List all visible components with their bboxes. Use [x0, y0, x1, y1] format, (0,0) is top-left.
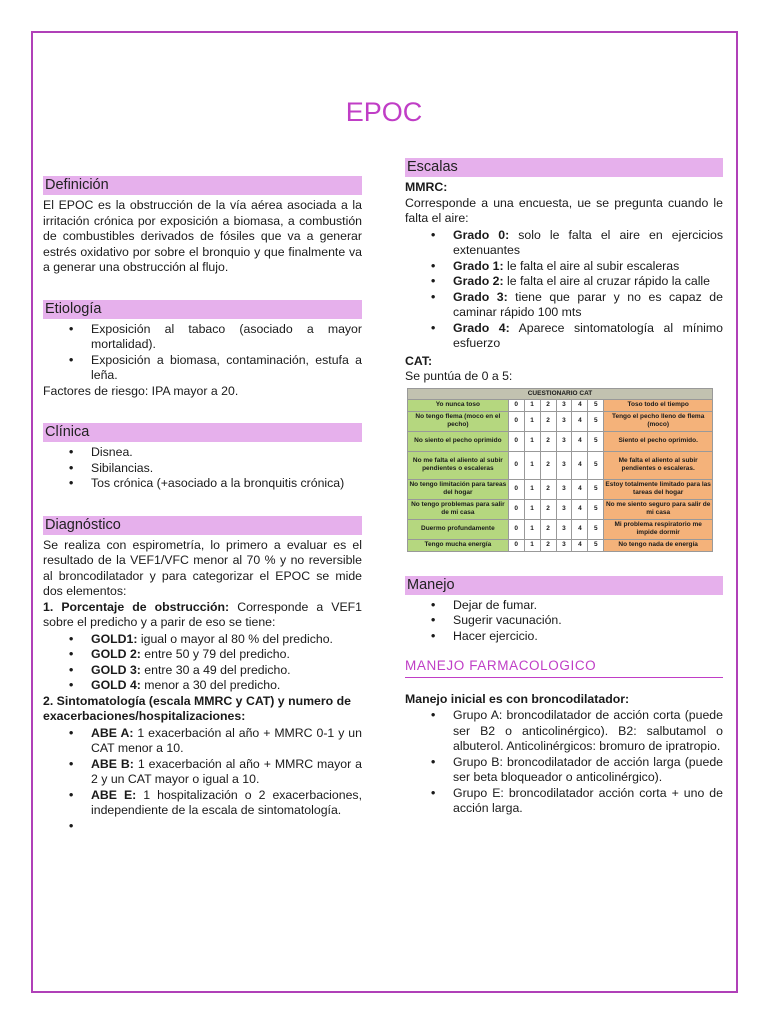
section-heading-etiologia: Etiología — [43, 300, 362, 319]
list-item — [91, 678, 362, 694]
gold-text: menor a 30 del predicho. — [140, 678, 281, 692]
cat-score: 2 — [540, 451, 556, 479]
cat-question-left: Tengo mucha energía — [408, 539, 509, 551]
cat-score: 2 — [540, 431, 556, 451]
list-item — [453, 228, 723, 259]
cat-score: 1 — [524, 539, 540, 551]
cat-score: 1 — [524, 479, 540, 499]
cat-score: 4 — [572, 519, 588, 539]
section-heading-escalas: Escalas — [405, 158, 723, 177]
table-row — [408, 479, 713, 499]
gold-list — [43, 632, 362, 694]
cat-question-right: Estoy totalmente limitado para las tareas del hogar — [604, 479, 713, 499]
farmaco-subtitle: Manejo inicial es con broncodilatador: — [405, 691, 630, 706]
cat-score: 3 — [556, 479, 572, 499]
list-item: • Dejar de fumar. — [453, 598, 723, 614]
list-item: • Sibilancias. — [91, 461, 362, 477]
clinica-list — [43, 445, 362, 492]
cat-question-left: Yo nunca toso — [408, 399, 509, 411]
list-item — [91, 757, 362, 788]
abe-text: 1 exacerbación al año + MMRC 0-1 y un CAT menor a 10. — [91, 725, 362, 755]
cat-score: 0 — [508, 499, 524, 519]
list-item: • Grupo B: broncodilatador de acción larga (puede ser beta bloqueador o anticolinérgico). — [453, 755, 723, 786]
cat-score: 0 — [508, 399, 524, 411]
abe-label: ABE E: — [91, 787, 137, 802]
cat-score: 5 — [588, 431, 604, 451]
cat-question-left: No siento el pecho oprimido — [408, 431, 509, 451]
cat-score: 5 — [588, 451, 604, 479]
cat-table-title: CUESTIONARIO CAT — [408, 388, 713, 399]
list-item: • Hacer ejercicio. — [453, 629, 723, 645]
diagnostico-point-1 — [43, 600, 362, 631]
section-heading-manejo: Manejo — [405, 576, 723, 595]
list-item — [453, 259, 723, 275]
section-heading-diagnostico: Diagnóstico — [43, 516, 362, 535]
mmrc-title: MMRC: — [405, 180, 448, 194]
gold-label: GOLD 3: — [91, 662, 141, 677]
abe-text: 1 exacerbación al año + MMRC mayor a 2 y un CAT mayor o igual a 10. — [91, 756, 362, 786]
grado-label: Grado 0: — [453, 227, 510, 242]
farmaco-list — [405, 708, 723, 817]
cat-score: 5 — [588, 411, 604, 431]
cat-question-right: Siento el pecho oprimido. — [604, 431, 713, 451]
cat-score: 2 — [540, 499, 556, 519]
grado-label: Grado 1: — [453, 258, 504, 273]
list-item: • Exposición a biomasa, contaminación, estufa a leña. — [91, 353, 362, 384]
cat-score: 3 — [556, 539, 572, 551]
cat-score: 1 — [524, 431, 540, 451]
list-item — [453, 290, 723, 321]
cat-score: 4 — [572, 499, 588, 519]
grado-label: Grado 2: — [453, 274, 504, 288]
grado-text: solo le falta el aire en ejercicios extenuantes — [453, 227, 723, 257]
cat-score: 4 — [572, 451, 588, 479]
cat-score: 5 — [588, 499, 604, 519]
cat-score: 0 — [508, 431, 524, 451]
cat-question-left: No tengo problemas para salir de mi casa — [408, 499, 509, 519]
table-row — [408, 519, 713, 539]
manejo-list — [405, 598, 723, 645]
grado-text: tiene que parar y no es capaz de caminar rápido 100 mts — [453, 289, 723, 319]
table-row — [408, 451, 713, 479]
diagnostico-point-2: 2. Sintomatología (escala MMRC y CAT) y numero de exacerbaciones/hospitalizaciones: — [43, 693, 351, 723]
grado-text: le falta el aire al subir escaleras — [503, 258, 680, 273]
list-item — [453, 321, 723, 352]
left-column — [43, 176, 362, 834]
cat-question-left: No tengo limitación para tareas del hogar — [408, 479, 509, 499]
table-row — [408, 539, 713, 551]
list-item: • Sugerir vacunación. — [453, 613, 723, 629]
cat-question-right: No me siento seguro para salir de mi casa — [604, 499, 713, 519]
cat-question-right: Mi problema respiratorio me impide dormir — [604, 519, 713, 539]
cat-question-left: No tengo flema (moco en el pecho) — [408, 411, 509, 431]
list-item: • Grupo E: broncodilatador acción corta + uno de acción larga. — [453, 786, 723, 817]
grado-text: Aparece sintomatología al mínimo esfuerzo — [453, 320, 723, 350]
section-heading-definicion: Definición — [43, 176, 362, 195]
list-item — [91, 788, 362, 819]
cat-score: 3 — [556, 519, 572, 539]
list-item: • Tos crónica (+asociado a la bronquitis crónica) — [91, 476, 362, 492]
cat-score: 0 — [508, 411, 524, 431]
list-item: • Grupo A: broncodilatador de acción corta (puede ser B2 o anticolinérgico). B2: salbutamol o albuterol. Anticolinérgicos: bromuro de ipratropio. — [453, 708, 723, 755]
cat-score: 3 — [556, 499, 572, 519]
cat-title: CAT: — [405, 353, 433, 368]
cat-score: 4 — [572, 431, 588, 451]
cat-score: 5 — [588, 399, 604, 411]
cat-score: 1 — [524, 519, 540, 539]
etiologia-list — [43, 322, 362, 384]
cat-score: 2 — [540, 399, 556, 411]
section-heading-clinica: Clínica — [43, 423, 362, 442]
cat-question-right: Tengo el pecho lleno de flema (moco) — [604, 411, 713, 431]
grado-label: Grado 4: — [453, 320, 510, 335]
point-1-text: Corresponde a VEF1 sobre el predicho y a parir de eso se tiene: — [43, 599, 363, 629]
list-item — [91, 632, 362, 648]
cat-score: 1 — [524, 451, 540, 479]
list-item — [91, 819, 362, 834]
table-row — [408, 431, 713, 451]
cat-score: 2 — [540, 411, 556, 431]
cat-score: 4 — [572, 539, 588, 551]
point-1-label: 1. Porcentaje de obstrucción: — [43, 599, 230, 614]
table-row — [408, 411, 713, 431]
gold-label: GOLD 2: — [91, 647, 141, 661]
cat-question-left: No me falta el aliento al subir pendientes o escaleras — [408, 451, 509, 479]
mmrc-list — [405, 228, 723, 352]
cat-score: 2 — [540, 479, 556, 499]
right-column — [405, 158, 723, 817]
abe-text: 1 hospitalización o 2 exacerbaciones, independiente de la escala de sintomatología. — [91, 787, 362, 817]
cat-score: 3 — [556, 451, 572, 479]
section-heading-farmacologico: MANEJO FARMACOLOGICO — [405, 658, 723, 678]
gold-label: GOLD1: — [91, 631, 138, 646]
cat-score: 0 — [508, 451, 524, 479]
cat-score: 2 — [540, 519, 556, 539]
factores-riesgo: Factores de riesgo: IPA mayor a 20. — [43, 383, 239, 398]
cat-score: 5 — [588, 479, 604, 499]
gold-label: GOLD 4: — [91, 678, 141, 692]
gold-text: igual o mayor al 80 % del predicho. — [137, 631, 333, 646]
cat-score: 5 — [588, 539, 604, 551]
cat-score: 4 — [572, 399, 588, 411]
cat-score: 1 — [524, 499, 540, 519]
grado-label: Grado 3: — [453, 289, 508, 304]
list-item: • Exposición al tabaco (asociado a mayor mortalidad). — [91, 322, 362, 353]
list-item: • Disnea. — [91, 445, 362, 461]
definicion-text: El EPOC es la obstrucción de la vía aérea asociada a la irritación crónica por exposición a biomasa, a combustión de combustibles derivados de fósiles que va a generar estrés oxidativo por sobre el bronquio y que finalmente va a generar una obstrucción al flujo. — [43, 198, 362, 274]
cat-question-right: Me falta el aliento al subir pendientes o escaleras. — [604, 451, 713, 479]
cat-score: 3 — [556, 411, 572, 431]
cat-score: 1 — [524, 411, 540, 431]
cat-question-left: Duermo profundamente — [408, 519, 509, 539]
cat-score: 0 — [508, 539, 524, 551]
cat-score: 4 — [572, 479, 588, 499]
abe-label: ABE A: — [91, 725, 134, 740]
list-item — [91, 726, 362, 757]
abe-label: ABE B: — [91, 756, 134, 771]
cat-score: 5 — [588, 519, 604, 539]
cat-score: 2 — [540, 539, 556, 551]
cat-question-right: Toso todo el tiempo — [604, 399, 713, 411]
abe-list — [43, 726, 362, 834]
cat-score: 1 — [524, 399, 540, 411]
list-item — [453, 274, 723, 290]
cat-question-right: No tengo nada de energía — [604, 539, 713, 551]
cat-score: 4 — [572, 411, 588, 431]
gold-text: entre 30 a 49 del predicho. — [140, 662, 291, 677]
table-row — [408, 399, 713, 411]
cat-score: 0 — [508, 479, 524, 499]
list-item — [91, 647, 362, 663]
mmrc-intro: Corresponde a una encuesta, ue se pregunta cuando le falta el aire: — [405, 195, 723, 225]
cat-table — [407, 388, 713, 552]
cat-score: 0 — [508, 519, 524, 539]
grado-text: le falta el aire al cruzar rápido la calle — [503, 274, 710, 288]
cat-score: 3 — [556, 399, 572, 411]
diagnostico-intro: Se realiza con espirometría, lo primero a evaluar es el resultado de la VEF1/VFC menor al 70 % y no reversible al broncodilatador y para categorizar el EPOC se mide dos elementos: — [43, 537, 362, 598]
list-item — [91, 663, 362, 679]
gold-text: entre 50 y 79 del predicho. — [140, 647, 290, 661]
cat-score: 3 — [556, 431, 572, 451]
page-title: EPOC — [345, 97, 423, 127]
table-row — [408, 499, 713, 519]
cat-intro: Se puntúa de 0 a 5: — [405, 369, 513, 383]
